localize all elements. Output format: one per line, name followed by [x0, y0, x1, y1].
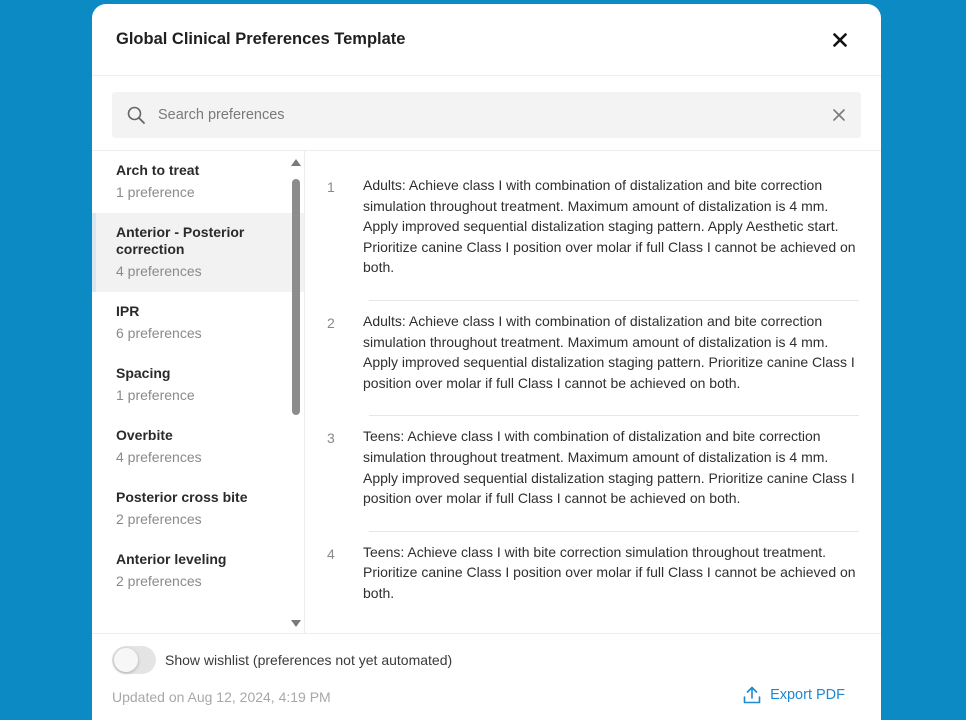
category-name: Anterior leveling: [116, 551, 227, 567]
scroll-thumb[interactable]: [292, 179, 300, 415]
toggle-knob: [114, 648, 138, 672]
updated-timestamp: Updated on Aug 12, 2024, 4:19 PM: [112, 689, 331, 705]
preference-text: Adults: Achieve class I with combination of distalization and bite correction simulation throughout treatment. Maximum amount of distalization is 4 mm. Apply improved sequential distalization staging pattern. Prioritize canine Class I position over molar if full Class I cannot be achieved on both.: [363, 312, 855, 391]
category-count: 4 preferences: [116, 263, 202, 279]
preference-text: Teens: Achieve class I with combination of distalization and bite correction simulation throughout treatment. Maximum amount of distalization is 4 mm. Apply improved sequential distalization staging pattern. Prioritize canine Class I position over molar if full Class I cannot be achieved on both.: [363, 428, 855, 507]
wishlist-toggle-label: Show wishlist (preferences not yet automated): [165, 652, 453, 668]
category-count: 6 preferences: [116, 325, 202, 341]
category-count: 2 preferences: [116, 511, 202, 527]
category-item-arch-to-treat[interactable]: [92, 151, 304, 213]
category-name: Anterior - Posterior correction: [116, 224, 245, 257]
preference-item: [327, 415, 859, 530]
category-name: Spacing: [116, 365, 171, 381]
search-box: [112, 92, 861, 138]
preference-text: Adults: Achieve class I with combination of distalization and bite correction simulation throughout treatment. Maximum amount of distalization is 4 mm. Apply improved sequential distalization staging pattern. Apply Aesthetic start. Prioritize canine Class I position over molar if full Class I cannot be achieved on both.: [363, 177, 856, 276]
wishlist-toggle-row: [112, 646, 452, 674]
category-item-spacing[interactable]: [92, 354, 304, 416]
preferences-modal: [92, 4, 881, 720]
search-icon: [126, 105, 146, 125]
wishlist-toggle[interactable]: [112, 646, 156, 674]
category-name: Posterior cross bite: [116, 489, 248, 505]
category-item-anterior-leveling[interactable]: [92, 540, 304, 602]
category-item-overbite[interactable]: [92, 416, 304, 478]
category-list: [92, 151, 304, 602]
category-count: 4 preferences: [116, 449, 202, 465]
modal-footer: [92, 634, 881, 720]
preference-number: 2: [327, 314, 335, 331]
preference-number: 1: [327, 179, 335, 195]
modal-title: Global Clinical Preferences Template: [116, 30, 406, 48]
category-count: 2 preferences: [116, 573, 202, 589]
category-count: 1 preference: [116, 184, 195, 200]
category-item-anterior-posterior-correction[interactable]: [92, 213, 304, 292]
preference-list: [305, 151, 881, 633]
preference-number: 3: [327, 430, 335, 447]
preference-text: Teens: Achieve class I with bite correction simulation throughout treatment. Prioritize canine Class I position over molar if full Class I cannot be achieved on both.: [363, 543, 856, 601]
search-input[interactable]: [158, 107, 831, 123]
category-sidebar: [92, 151, 305, 633]
close-button[interactable]: [829, 29, 851, 51]
category-item-ipr[interactable]: [92, 292, 304, 354]
category-name: Overbite: [116, 427, 173, 443]
preference-item: [327, 531, 859, 626]
category-name: IPR: [116, 303, 140, 319]
preference-item: [327, 300, 859, 415]
export-pdf-button[interactable]: [742, 685, 845, 705]
modal-header: [92, 4, 881, 76]
category-count: 1 preference: [116, 387, 195, 403]
sidebar-scrollbar[interactable]: [290, 157, 302, 627]
clear-search-icon[interactable]: [831, 107, 847, 123]
export-pdf-label: Export PDF: [770, 687, 845, 703]
search-area: [92, 76, 881, 150]
preference-item: [327, 165, 859, 300]
category-item-posterior-cross-bite[interactable]: [92, 478, 304, 540]
category-name: Arch to treat: [116, 162, 200, 178]
scroll-down-arrow-icon[interactable]: [291, 620, 301, 627]
close-icon: [833, 33, 847, 47]
upload-icon: [742, 685, 762, 705]
scroll-up-arrow-icon[interactable]: [291, 159, 301, 166]
preference-number: 4: [327, 545, 335, 562]
preferences-body: [92, 150, 881, 634]
